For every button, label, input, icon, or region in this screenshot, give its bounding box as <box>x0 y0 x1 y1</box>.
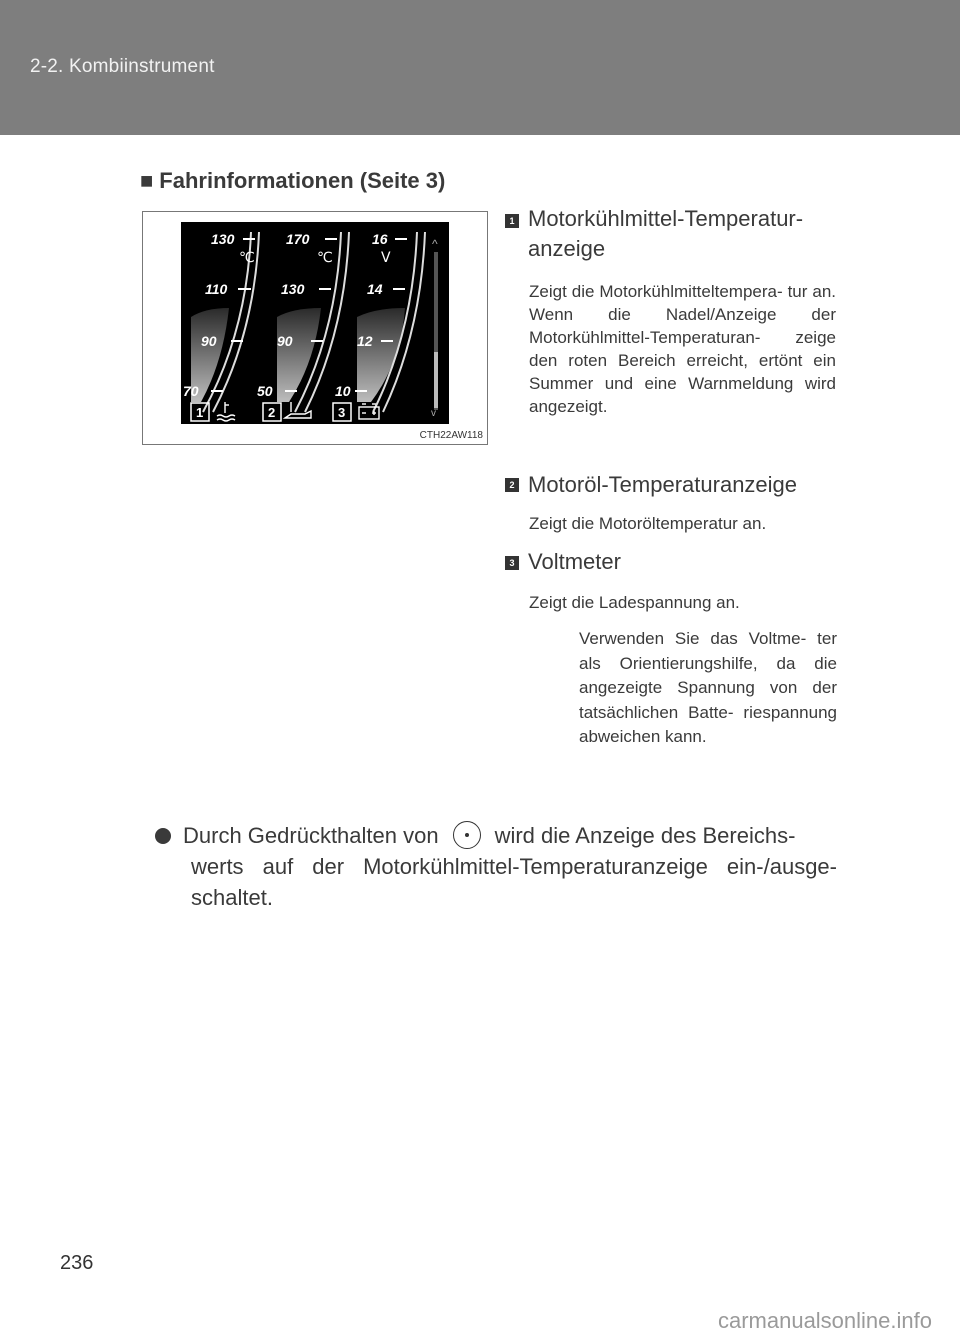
svg-text:v: v <box>431 408 436 419</box>
svg-text:^: ^ <box>432 237 438 251</box>
gauge-display-graphic <box>143 212 487 444</box>
heading-square-icon: ■ <box>140 168 154 193</box>
item-3-marker: 3 <box>505 556 519 570</box>
item-3-note: Verwenden Sie das Voltme- ter als Orientierungshilfe, da die angezeigte Spannung von der tatsächlichen Batte- riespannung abweichen kann. <box>579 629 837 746</box>
gauge-2-label-2: 90 <box>277 333 293 349</box>
gauge-1-label-1: 110 <box>205 281 228 297</box>
page-header <box>0 0 960 135</box>
gauge-2-number: 2 <box>268 405 276 420</box>
item-1-description: Zeigt die Motorkühlmitteltempera- tur an. Wenn die Nadel/Anzeige der Motorkühlmittel-Temperaturan- zeige den roten Bereich erreicht, ertönt ein Summer und eine Warnmeldung wird angezeigt. <box>529 282 836 416</box>
figure-caption: CTH22AW118 <box>419 430 483 441</box>
bullet-text-rest: werts auf der Motorkühlmittel-Temperaturanzeige ein-/ausge- schaltet. <box>191 854 837 910</box>
gauge-2-label-1: 130 <box>281 281 305 297</box>
select-button-icon <box>453 821 481 849</box>
gauge-1-label-2: 90 <box>201 333 217 349</box>
item-2-marker: 2 <box>505 478 519 492</box>
gauge-3-number: 3 <box>338 405 346 420</box>
item-1-title-line-1: Motorkühlmittel-Temperatur- <box>528 206 804 231</box>
gauge-illustration <box>142 211 488 445</box>
heading-text: Fahrinformationen (Seite 3) <box>159 168 446 193</box>
section-heading <box>140 168 445 194</box>
gauge-3-label-2: 12 <box>357 333 373 349</box>
bullet-text-after: wird die Anzeige des Bereichs- <box>494 823 796 848</box>
gauge-2-label-3: 50 <box>257 383 273 399</box>
gauge-2-unit: ℃ <box>317 250 333 266</box>
item-3-description: Zeigt die Ladespannung an. <box>529 593 740 612</box>
item-3-title: Voltmeter <box>528 549 621 574</box>
bullet-text-before: Durch Gedrückthalten von <box>183 823 439 848</box>
gauge-1-label-0: 130 <box>211 231 235 247</box>
gauge-1-label-3: 70 <box>183 383 199 399</box>
item-2-title: Motoröl-Temperaturanzeige <box>528 472 798 497</box>
gauge-2-label-0: 170 <box>286 231 310 247</box>
page-number: 236 <box>60 1252 94 1274</box>
item-1-title-line-2: anzeige <box>528 236 606 261</box>
watermark: carmanualsonline.info <box>717 1308 932 1333</box>
gauge-3-unit: V <box>381 250 391 266</box>
gauge-1-unit: ℃ <box>239 250 255 266</box>
gauge-3-label-0: 16 <box>372 231 388 247</box>
gauge-3-label-3: 10 <box>335 383 351 399</box>
bullet-dot-icon <box>155 828 171 844</box>
gauge-1-number: 1 <box>196 405 204 420</box>
item-2-description: Zeigt die Motoröltemperatur an. <box>529 514 767 533</box>
gauge-3-label-1: 14 <box>367 281 383 297</box>
item-1-marker: 1 <box>505 214 519 228</box>
bullet-paragraph <box>155 820 837 913</box>
section-title: 2-2. Kombiinstrument <box>30 56 215 77</box>
item-1-title <box>528 204 803 264</box>
